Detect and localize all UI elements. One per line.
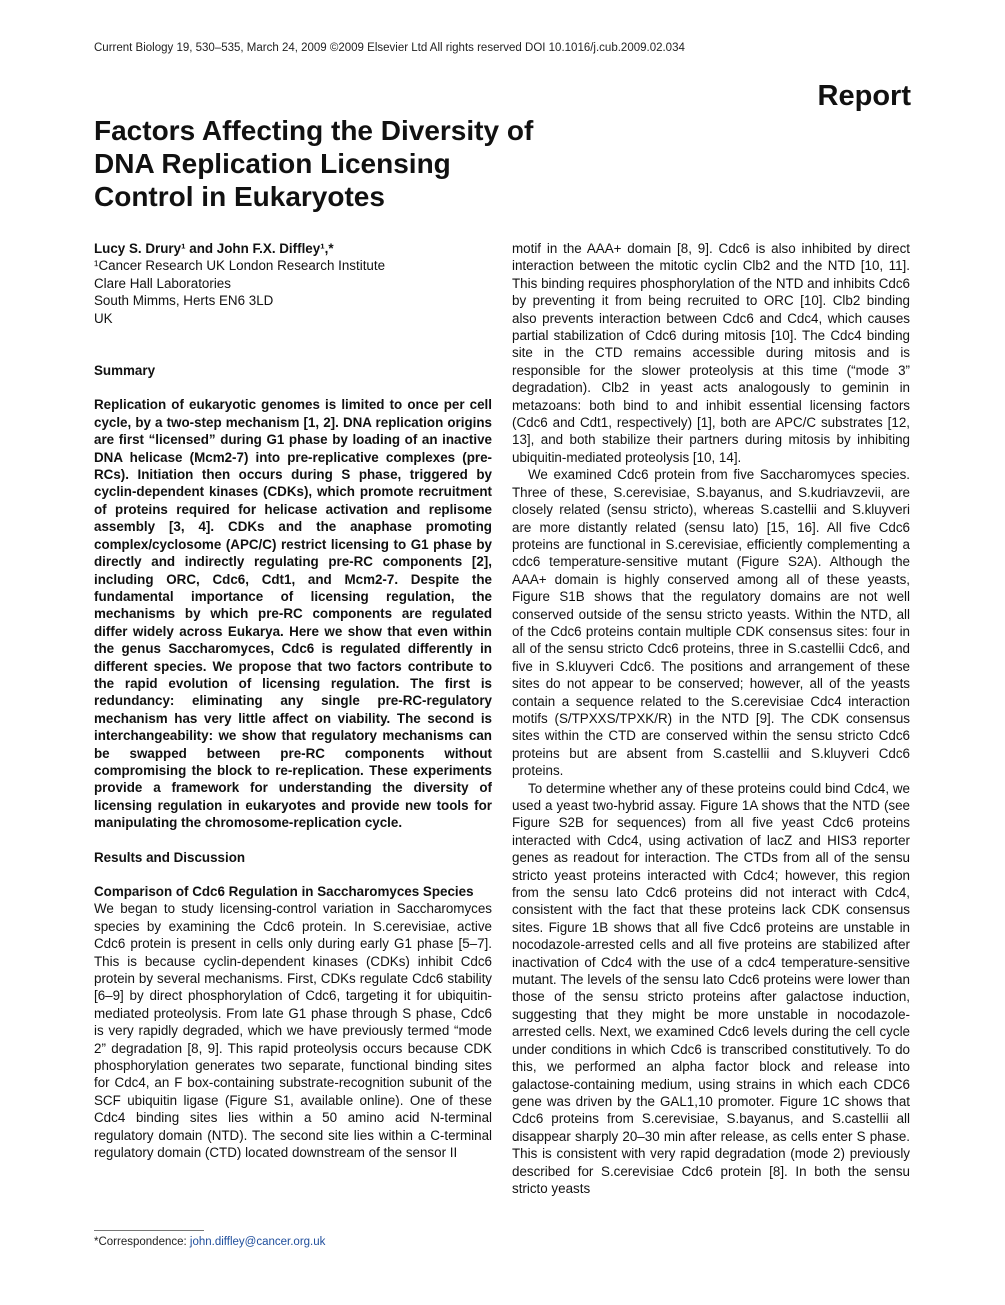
- affiliation-line: South Mimms, Herts EN6 3LD: [94, 293, 274, 309]
- section-label: Report: [817, 80, 911, 112]
- correspondence-note: [94, 1236, 325, 1248]
- journal-citation: Current Biology 19, 530–535, March 24, 2009 ©2009 Elsevier Ltd All rights reserved DOI 10.1016/j.cub.2009.02.034: [94, 42, 685, 54]
- subsection-heading: Comparison of Cdc6 Regulation in Saccharomyces Species: [94, 884, 474, 899]
- summary-heading: Summary: [94, 363, 156, 379]
- body-paragraph: We examined Cdc6 protein from five Saccharomyces species. Three of these, S.cerevisiae, S.bayanus, and S.kudriavzevii, are closely related (sensu stricto), whereas S.castellii and S.kluyveri are more distantly related (sensu lato) [15, 16]. All five Cdc6 proteins are functional in S.cerevisiae, efficiently complementing a cdc6 temperature-sensitive mutant (Figure S2A). Although the AAA+ domain is highly conserved among all of these yeasts, Figure S1B shows that the regulatory domains are not well conserved outside of the sensu stricto yeasts. Within the NTD, all of the Cdc6 proteins contain multiple CDK consensus sites: four in all of the sensu stricto Cdc6 proteins, three in S.castellii Cdc6, and five in S.kluyveri Cdc6. The positions and arrangement of these sites do not appear to be conserved; however, all of the yeasts contain a sequence related to the S.cerevisiae Cdc4 interaction motifs (S/TPXXS/TPXK/R) in the NTD [9]. The CDK consensus sites within the CTD are conserved within the sensu stricto Cdc6 proteins but are absent from S.castellii and S.kluyveri Cdc6 proteins.: [512, 467, 910, 779]
- affiliation-line: ¹Cancer Research UK London Research Institute: [94, 258, 386, 274]
- right-column: [512, 240, 910, 1197]
- correspondence-label: *Correspondence:: [94, 1236, 190, 1248]
- author-list: Lucy S. Drury¹ and John F.X. Diffley¹,*: [94, 241, 334, 256]
- left-column: [94, 240, 492, 1162]
- affiliation-line: UK: [94, 310, 113, 326]
- correspondence-email[interactable]: john.diffley@cancer.org.uk: [189, 1236, 326, 1248]
- article-title: Factors Affecting the Diversity of DNA Replication Licensing Control in Eukaryotes: [94, 115, 534, 212]
- body-paragraph: motif in the AAA+ domain [8, 9]. Cdc6 is also inhibited by direct interaction between the mitotic cyclin Clb2 and the NTD [10, 11]. This binding requires phosphorylation of the NTD and inhibits Cdc6 by preventing it from being recruited to ORC [10]. Clb2 binding also prevents interaction between Cdc6 and Cdc4, which causes partial stabilization of Cdc6 during mitosis [10]. The Cdc4 binding site in the CTD remains accessible during mitosis and is responsible for the slower proteolysis at this time (“mode 3” degradation). Clb2 in yeast acts analogously to geminin in metazoans: both bind to and inhibit essential licensing factors (Cdc6 and Cdt1, respectively) [1], both are APC/C substrates [12, 13], and both stabilize their partners during mitosis by inhibiting ubiquitin-mediated proteolysis [10, 14].: [512, 241, 910, 465]
- results-heading: Results and Discussion: [94, 849, 246, 865]
- affiliation-line: Clare Hall Laboratories: [94, 275, 231, 291]
- body-paragraph: We began to study licensing-control variation in Saccharomyces species by examining the Cdc6 protein. In S.cerevisiae, active Cdc6 protein is present in cells only during early G1 phase [5–7]. This is because cyclin-dependent kinases (CDKs) inhibit Cdc6 protein by several mechanisms. First, CDKs regulate Cdc6 stability [6–9] by direct phosphorylation of Cdc6, targeting it for ubiquitin-mediated proteolysis. From late G1 phase through S phase, Cdc6 is very rapidly degraded, which we have previously termed “mode 2” degradation [8, 9]. This rapid proteolysis occurs because CDK phosphorylation generates two separate, functional binding sites for Cdc4, an F box-containing substrate-recognition subunit of the SCF ubiquitin ligase (Figure S1, available online). One of these Cdc4 binding sites lies within a 50 amino acid N-terminal regulatory domain (NTD). The second site lies within a C-terminal regulatory domain (CTD) located downstream of the sensor II: [94, 901, 492, 1161]
- body-paragraph: To determine whether any of these proteins could bind Cdc4, we used a yeast two-hybrid assay. Figure 1A shows that the NTD (see Figure S2B for sequences) from all five yeast Cdc6 proteins interacted with Cdc4, using activation of lacZ and HIS3 reporter genes as readout for interaction. The CTDs from all of the sensu stricto yeast proteins interacted with Cdc4; however, this region from the sensu lato Cdc6 proteins did not interact with Cdc4, consistent with the fact that these proteins lack CDK consensus sites. Figure 1B shows that all five Cdc6 proteins are unstable in nocodazole-arrested cells and all five proteins are stabilized after inactivation of Cdc4 with the use of a cdc4 temperature-sensitive mutant. The levels of the sensu lato Cdc6 proteins were lower than those of the sensu stricto proteins after galactose induction, suggesting that they might be more unstable in nocodazole-arrested cells. Next, we examined Cdc6 levels during the cell cycle under conditions in which Cdc6 is transcribed constitutively. To do this, we performed an alpha factor block and release into galactose-containing medium, using strains in which each CDC6 gene was driven by the GAL1,10 promoter. Figure 1C shows that Cdc6 proteins from S.cerevisiae, S.bayanus, and S.castellii all disappear sharply 20–30 min after release, as cells enter S phase. This is consistent with very rapid degradation (mode 2) previously described for S.cerevisiae Cdc6 protein [8]. In both the sensu stricto yeasts: [512, 780, 910, 1196]
- summary-text: Replication of eukaryotic genomes is limited to once per cell cycle, by a two-step mechanism [1, 2]. DNA replication origins are first “licensed” during G1 phase by loading of an inactive DNA helicase (Mcm2-7) into pre-replicative complexes (pre-RCs). Initiation then occurs during S phase, triggered by cyclin-dependent kinases (CDKs), which promote recruitment of proteins required for helicase activation and replisome assembly [3, 4]. CDKs and the anaphase promoting complex/cyclosome (APC/C) restrict licensing to G1 phase by directly and indirectly regulating pre-RC components [2], including ORC, Cdc6, Cdt1, and Mcm2-7. Despite the fundamental importance of licensing regulation, the mechanisms by which pre-RC components are regulated differ widely across Eukarya. Here we show that even within the genus Saccharomyces, Cdc6 is regulated differently in different species. We propose that two factors contribute to the rapid evolution of licensing regulation. The first is redundancy: eliminating any single pre-RC-regulatory mechanism has very little affect on viability. The second is interchangeability: we show that regulatory mechanisms can be swapped between pre-RC components without compromising the block to re-replication. These experiments provide a framework for understanding the diversity of licensing regulation in eukaryotes and provide new tools for manipulating the chromosome-replication cycle.: [94, 397, 492, 831]
- footnote-rule: [94, 1230, 204, 1231]
